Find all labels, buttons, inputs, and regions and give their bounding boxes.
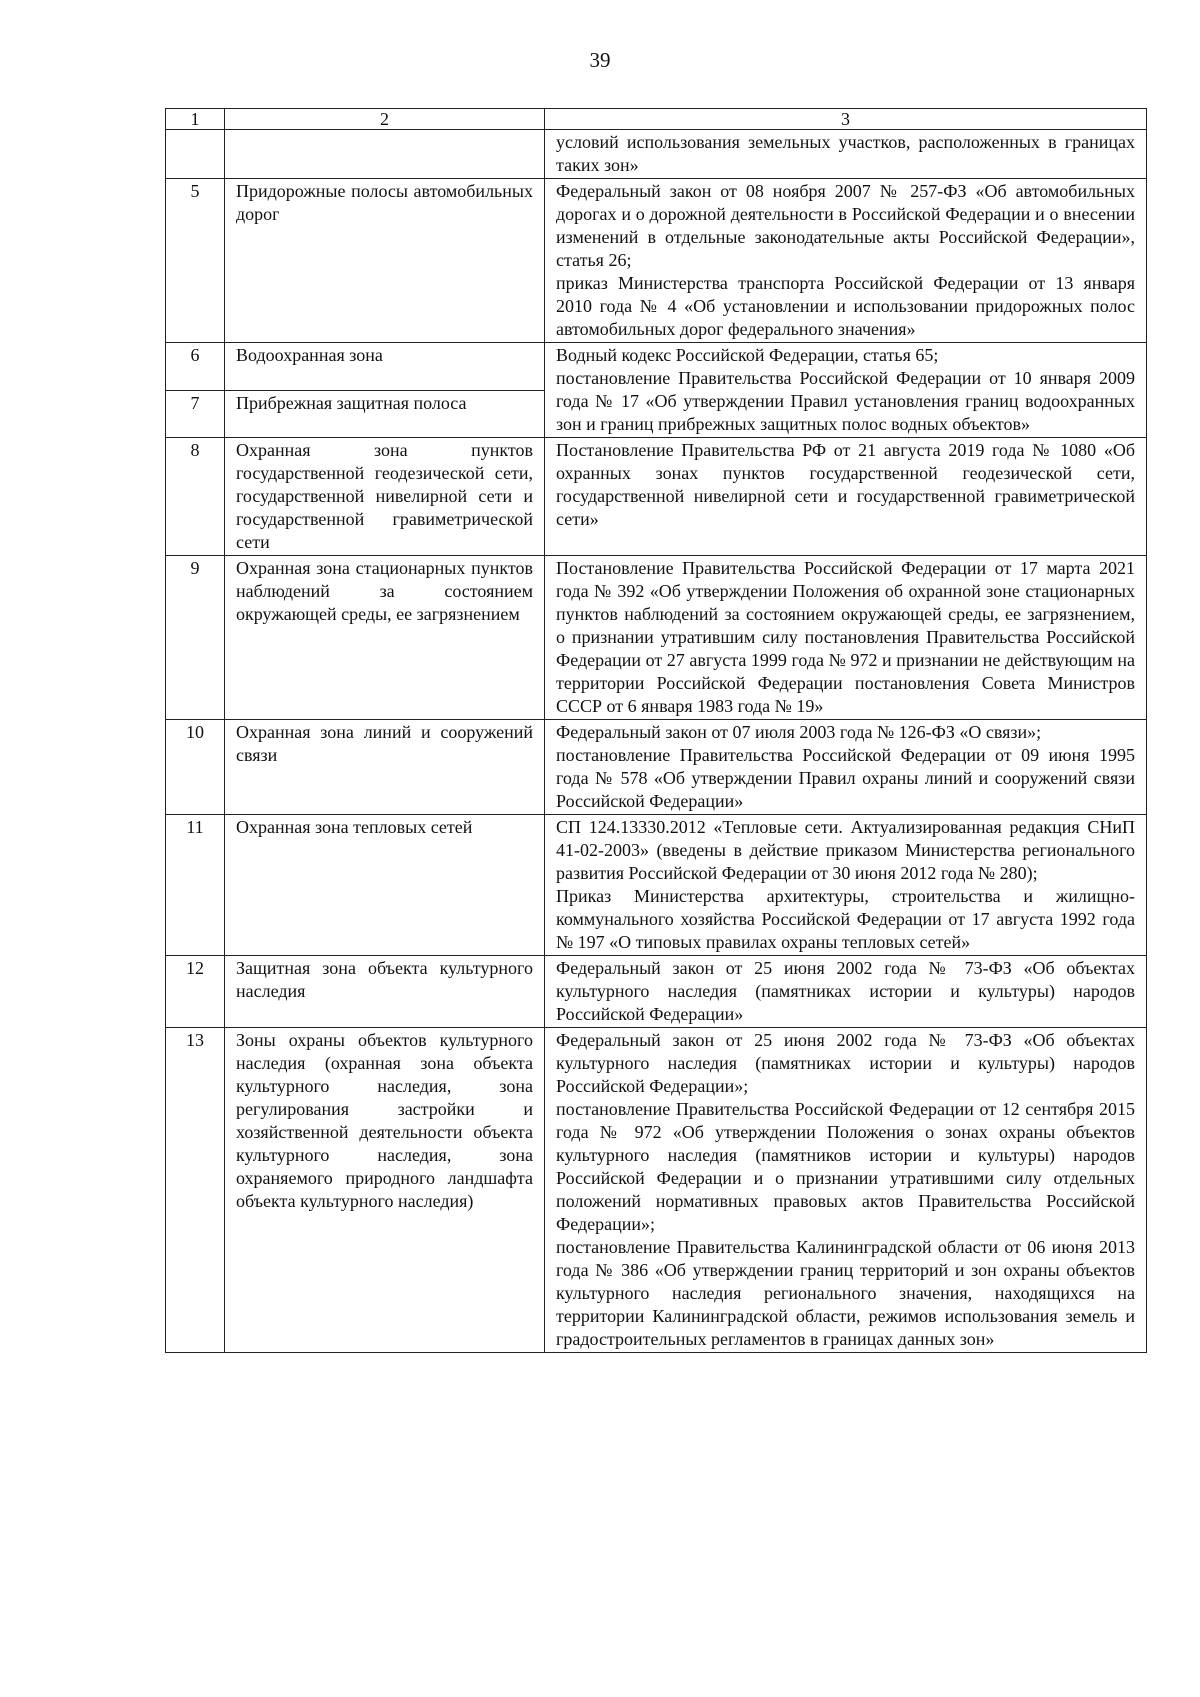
column-header-zone: 2	[225, 109, 545, 130]
row-number: 6	[166, 343, 225, 391]
table-row	[166, 956, 1147, 1028]
document-paragraph: приказ Министерства транспорта Российской Федерации от 13 января 2010 года № 4 «Об установлении и использовании придорожных полос автомобильных дорог федерального значения»	[556, 273, 1135, 339]
table-row	[166, 556, 1147, 720]
document-cell	[545, 179, 1147, 343]
row-number: 9	[166, 556, 225, 720]
table-row	[166, 438, 1147, 556]
row-number: 13	[166, 1028, 225, 1353]
zone-name: Прибрежная защитная полоса	[225, 390, 545, 438]
document-paragraph: Постановление Правительства Российской Федерации от 17 марта 2021 года № 392 «Об утверждении Положения об охранной зоне стационарных пунктов наблюдений за состоянием окружающей среды, ее загрязнением, о признании утратившим силу постановления Правительства Российской Федерации от 27 августа 1999 года № 972 и признании не действующим на территории Российской Федерации постановления Совета Министров СССР от 6 января 1983 года № 19»	[556, 558, 1135, 716]
table-row	[166, 179, 1147, 343]
zone-name: Охранная зона стационарных пунктов наблюдений за состоянием окружающей среды, ее загрязнением	[225, 556, 545, 720]
document-cell: условий использования земельных участков, расположенных в границах таких зон»	[545, 130, 1147, 179]
document-paragraph: постановление Правительства Калининградской области от 06 июня 2013 года № 386 «Об утверждении границ территорий и зон охраны объектов культурного наследия регионального значения, находящихся на территории Калининградской области, режимов использования земель и градостроительных регламентов в границах данных зон»	[556, 1237, 1135, 1349]
document-paragraph: СП 124.13330.2012 «Тепловые сети. Актуализированная редакция СНиП 41-02-2003» (введены в действие приказом Министерства регионального развития Российской Федерации от 30 июня 2012 года № 280);	[556, 817, 1135, 883]
zones-table	[165, 108, 1147, 1353]
column-header-number: 1	[166, 109, 225, 130]
document-cell	[545, 438, 1147, 556]
row-number-cell	[166, 130, 225, 179]
document-cell	[545, 343, 1147, 438]
document-paragraph: Приказ Министерства архитектуры, строительства и жилищно-коммунального хозяйства Российской Федерации от 17 августа 1992 года № 197 «О типовых правилах охраны тепловых сетей»	[556, 886, 1135, 952]
document-cell	[545, 556, 1147, 720]
zone-name-cell	[225, 130, 545, 179]
document-paragraph: Постановление Правительства РФ от 21 августа 2019 года № 1080 «Об охранных зонах пунктов государственной геодезической сети, государственной нивелирной сети и государственной гравиметрической сети»	[556, 440, 1135, 529]
zone-name: Зоны охраны объектов культурного наследия (охранная зона объекта культурного наследия, зона регулирования застройки и хозяйственной деятельности объекта культурного наследия, зона охраняемого природного ландшафта объекта культурного наследия)	[225, 1028, 545, 1353]
document-cell	[545, 956, 1147, 1028]
row-number: 8	[166, 438, 225, 556]
row-number: 7	[166, 390, 225, 438]
document-cell	[545, 720, 1147, 815]
document-paragraph: Водный кодекс Российской Федерации, статья 65;	[556, 345, 939, 365]
row-number: 11	[166, 815, 225, 956]
row-number: 5	[166, 179, 225, 343]
document-paragraph: Федеральный закон от 07 июля 2003 года № 126-ФЗ «О связи»;	[556, 722, 1042, 742]
table-header-row	[166, 109, 1147, 130]
table-row	[166, 815, 1147, 956]
document-paragraph: постановление Правительства Российской Федерации от 09 июня 1995 года № 578 «Об утверждении Правил охраны линий и сооружений связи Российской Федерации»	[556, 745, 1135, 811]
zone-name: Охранная зона пунктов государственной геодезической сети, государственной нивелирной сети и государственной гравиметрической сети	[225, 438, 545, 556]
zone-name: Защитная зона объекта культурного наследия	[225, 956, 545, 1028]
document-cell	[545, 1028, 1147, 1353]
row-number: 10	[166, 720, 225, 815]
document-paragraph: Федеральный закон от 25 июня 2002 года № 73-ФЗ «Об объектах культурного наследия (памятниках истории и культуры) народов Российской Федерации»	[556, 958, 1135, 1024]
document-paragraph: Федеральный закон от 08 ноября 2007 № 257-ФЗ «Об автомобильных дорогах и о дорожной деятельности в Российской Федерации и о внесении изменений в отдельные законодательные акты Российской Федерации», статья 26;	[556, 181, 1135, 270]
page-number: 39	[589, 48, 611, 72]
table-row	[166, 1028, 1147, 1353]
table-row	[166, 343, 1147, 391]
row-number: 12	[166, 956, 225, 1028]
document-paragraph: Федеральный закон от 25 июня 2002 года № 73-ФЗ «Об объектах культурного наследия (памятниках истории и культуры) народов Российской Федерации»;	[556, 1030, 1135, 1096]
zone-name: Придорожные полосы автомобильных дорог	[225, 179, 545, 343]
zone-name: Охранная зона тепловых сетей	[225, 815, 545, 956]
zone-name: Водоохранная зона	[225, 343, 545, 391]
zone-name: Охранная зона линий и сооружений связи	[225, 720, 545, 815]
document-paragraph: постановление Правительства Российской Федерации от 10 января 2009 года № 17 «Об утверждении Правил установления границ водоохранных зон и границ прибрежных защитных полос водных объектов»	[556, 368, 1135, 434]
column-header-document: 3	[545, 109, 1147, 130]
table-row	[166, 720, 1147, 815]
document-cell	[545, 815, 1147, 956]
document-paragraph: постановление Правительства Российской Федерации от 12 сентября 2015 года № 972 «Об утверждении Положения о зонах охраны объектов культурного наследия (памятников истории и культуры) народов Российской Федерации и о признании утратившими силу отдельных положений нормативных правовых актов Правительства Российской Федерации»;	[556, 1099, 1135, 1234]
table-row-continuation	[166, 130, 1147, 179]
